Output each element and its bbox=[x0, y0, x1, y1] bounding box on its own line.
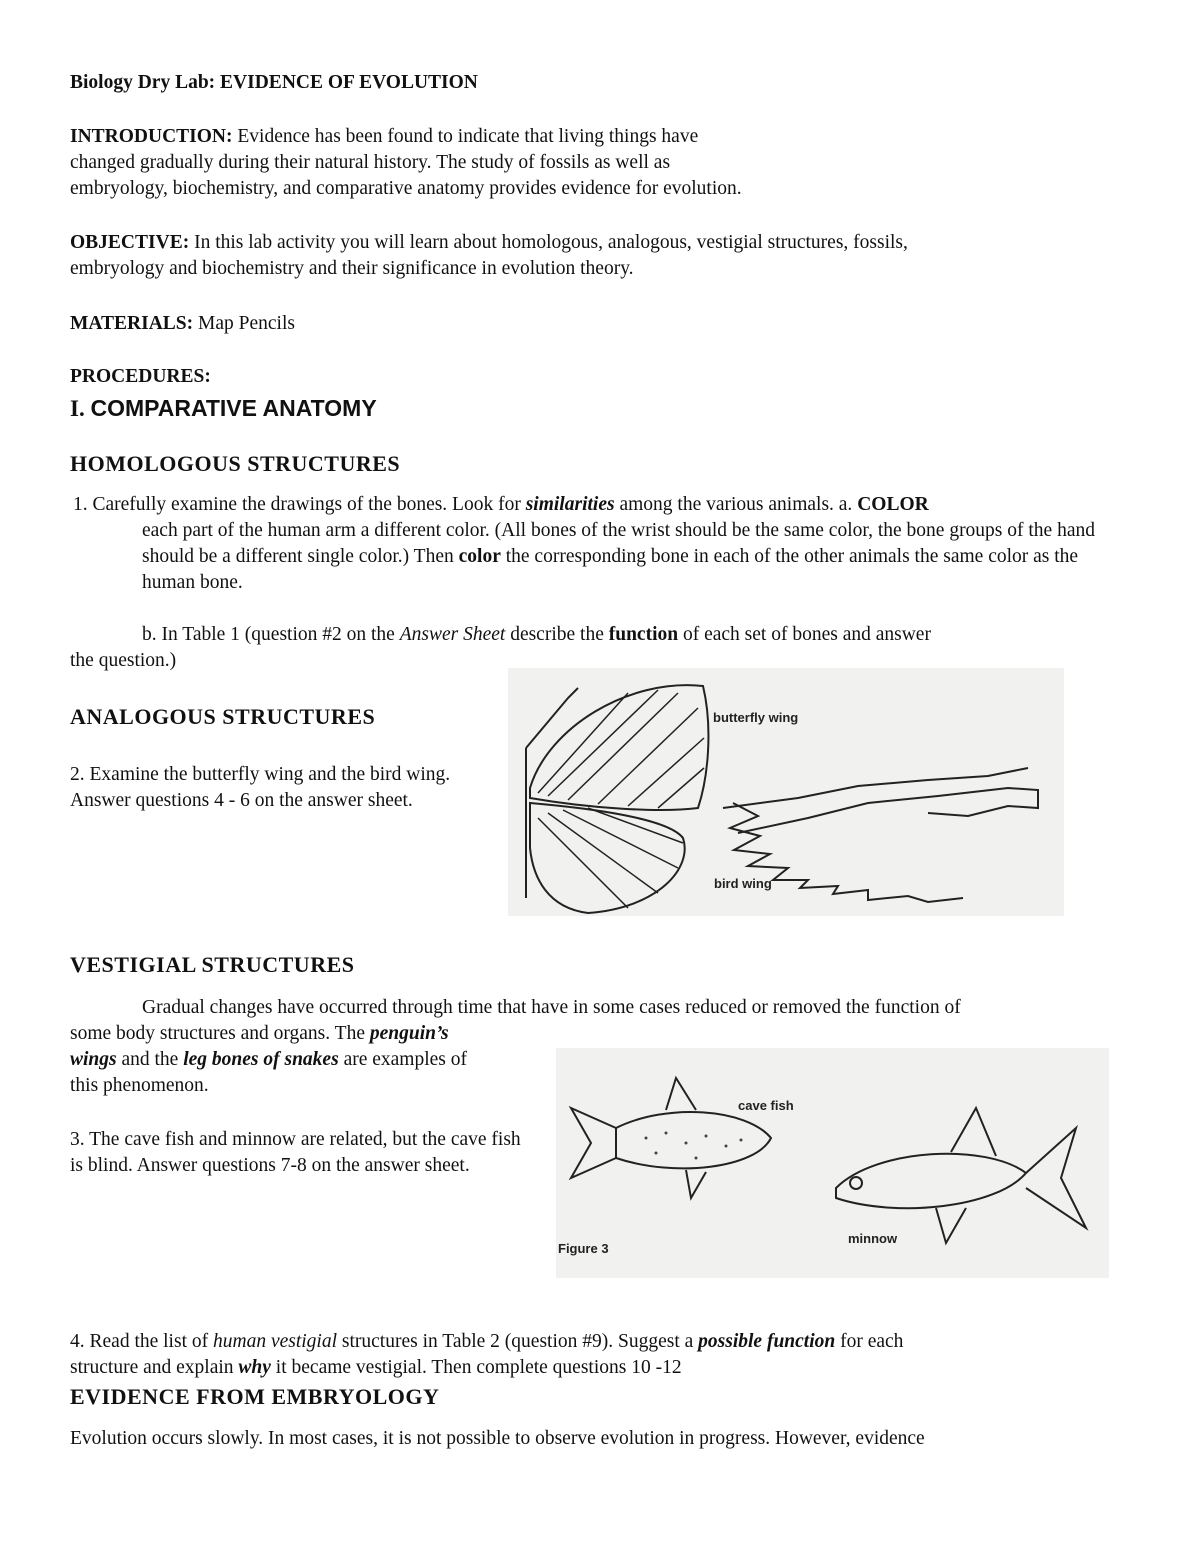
introduction-paragraph bbox=[70, 124, 1145, 202]
step4-why: why bbox=[238, 1357, 271, 1378]
section-number: I. bbox=[70, 396, 91, 421]
step4-paragraph bbox=[70, 1329, 1145, 1381]
step1-text-b: among the various animals. a. bbox=[614, 494, 858, 515]
materials-paragraph bbox=[70, 311, 1145, 337]
fish-figure bbox=[556, 1048, 1109, 1278]
step1b-text-d: the question.) bbox=[70, 650, 177, 671]
section-title: COMPARATIVE ANATOMY bbox=[90, 395, 377, 421]
document-title: Biology Dry Lab: EVIDENCE OF EVOLUTION bbox=[70, 72, 478, 93]
step1b-text-c: of each set of bones and answer bbox=[678, 624, 931, 645]
step4-text-e: it became vestigial. Then complete questions 10 -12 bbox=[270, 1357, 682, 1378]
minnow-body bbox=[836, 1154, 1026, 1208]
step4-possible-function: possible function bbox=[698, 1331, 836, 1352]
objective-label: OBJECTIVE: bbox=[70, 232, 190, 253]
step1-text-c: each part of the human arm a different color. (All bones of the wrist should be the same color, the bone groups of the hand should be a different single color.) Then bbox=[142, 520, 1095, 567]
step1-text-a: 1. Carefully examine the drawings of the bones. Look for bbox=[73, 494, 526, 515]
minnow-eye bbox=[850, 1177, 862, 1189]
step4-text-d: structure and explain bbox=[70, 1357, 239, 1378]
step1-similarities: similarities bbox=[525, 494, 615, 515]
step1b-function-word: function bbox=[608, 624, 679, 645]
materials-text: Map Pencils bbox=[193, 313, 295, 334]
embryology-paragraph: Evolution occurs slowly. In most cases, it is not possible to observe evolution in progress. However, evidence bbox=[70, 1428, 925, 1449]
bird-wing-bone-lower bbox=[738, 788, 1038, 833]
cave-fish-pelvic-fin bbox=[686, 1170, 706, 1198]
analogous-heading: ANALOGOUS STRUCTURES bbox=[70, 704, 376, 729]
minnow-pelvic-fin bbox=[936, 1208, 966, 1243]
introduction-text-line3: embryology, biochemistry, and comparative anatomy provides evidence for evolution. bbox=[70, 178, 742, 199]
step2-paragraph: 2. Examine the butterfly wing and the bird wing. Answer questions 4 - 6 on the answer sheet. bbox=[70, 764, 451, 811]
step1-color-word-2: color bbox=[458, 546, 501, 567]
step1-text-d: the corresponding bone in each of the other animals the same color as the human bone. bbox=[142, 546, 1079, 593]
vestigial-text-c: are examples of bbox=[338, 1049, 467, 1070]
step4-text-a: 4. Read the list of bbox=[70, 1331, 213, 1352]
vestigial-intro-line1 bbox=[70, 995, 1145, 1021]
minnow-label: minnow bbox=[848, 1231, 898, 1246]
figure-caption: Figure 3 bbox=[558, 1241, 609, 1256]
vestigial-heading: VESTIGIAL STRUCTURES bbox=[70, 952, 355, 977]
introduction-text: Evidence has been found to indicate that living things have bbox=[232, 126, 699, 147]
introduction-label: INTRODUCTION: bbox=[70, 126, 233, 147]
cave-fish-dorsal-fin bbox=[666, 1078, 696, 1110]
butterfly-wing-label: butterfly wing bbox=[713, 710, 799, 725]
bird-wing-label: bird wing bbox=[714, 876, 772, 891]
embryology-heading: EVIDENCE FROM EMBRYOLOGY bbox=[70, 1384, 440, 1409]
vestigial-leg-bones: leg bones of snakes bbox=[183, 1049, 339, 1070]
wings-illustration bbox=[508, 668, 1064, 916]
procedures-label: PROCEDURES: bbox=[70, 366, 211, 387]
vestigial-text-a: some body structures and organs. The bbox=[70, 1023, 370, 1044]
minnow-dorsal-fin bbox=[951, 1108, 996, 1156]
vestigial-intro-text: Gradual changes have occurred through time that have in some cases reduced or removed the function of bbox=[142, 997, 961, 1018]
vestigial-text-d: this phenomenon. bbox=[70, 1075, 209, 1096]
vestigial-wings: wings bbox=[70, 1049, 117, 1070]
cave-fish-label: cave fish bbox=[738, 1098, 794, 1113]
objective-text-line2: embryology and biochemistry and their significance in evolution theory. bbox=[70, 258, 634, 279]
step4-text-c: for each bbox=[835, 1331, 904, 1352]
step4-text-b: structures in Table 2 (question #9). Suggest a bbox=[337, 1331, 699, 1352]
step4-human-vestigial: human vestigial bbox=[212, 1331, 338, 1352]
wings-figure bbox=[508, 668, 1064, 916]
vestigial-text-b: and the bbox=[116, 1049, 184, 1070]
minnow-tail bbox=[1026, 1128, 1086, 1228]
butterfly-hindwing bbox=[530, 803, 685, 913]
step1b-answer-sheet: Answer Sheet bbox=[399, 624, 506, 645]
section-heading-comparative-anatomy bbox=[70, 395, 1145, 424]
butterfly-antenna bbox=[526, 688, 578, 748]
cave-fish-tail bbox=[571, 1108, 616, 1178]
step1-color-word: COLOR bbox=[857, 494, 929, 515]
step1b-paragraph bbox=[70, 622, 1145, 674]
objective-paragraph bbox=[70, 230, 1145, 282]
butterfly-forewing bbox=[530, 685, 708, 810]
vestigial-penguin: penguin’s bbox=[369, 1023, 449, 1044]
cave-fish-body bbox=[616, 1112, 771, 1168]
step3-paragraph: 3. The cave fish and minnow are related, but the cave fish is blind. Answer questions 7-8 on the answer sheet. bbox=[70, 1129, 521, 1176]
fish-illustration bbox=[556, 1048, 1109, 1278]
step1b-text-b: describe the bbox=[505, 624, 609, 645]
introduction-text-line2: changed gradually during their natural history. The study of fossils as well as bbox=[70, 152, 671, 173]
objective-text: In this lab activity you will learn about homologous, analogous, vestigial structures, fossils, bbox=[189, 232, 908, 253]
step1-paragraph bbox=[70, 492, 1115, 596]
vestigial-paragraph bbox=[70, 1021, 555, 1099]
homologous-heading: HOMOLOGOUS STRUCTURES bbox=[70, 451, 401, 476]
materials-label: MATERIALS: bbox=[70, 313, 194, 334]
step1b-text-a: b. In Table 1 (question #2 on the bbox=[142, 624, 400, 645]
